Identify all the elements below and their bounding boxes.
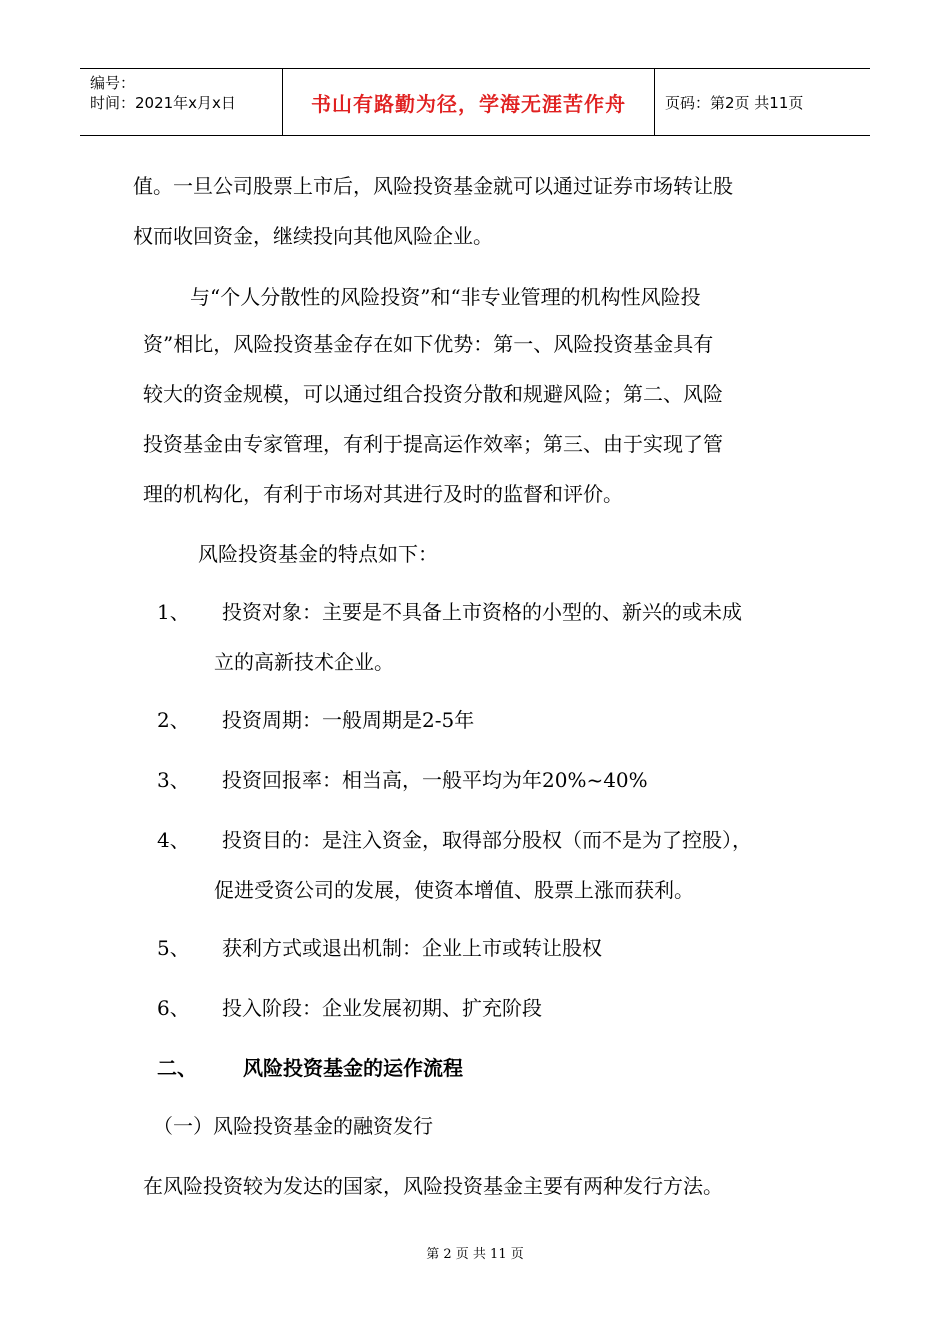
paragraph-1-line-2: 权而收回资金，继续投向其他风险企业。 xyxy=(133,224,493,248)
header-page-info: 页码：第2页 共11页 xyxy=(665,93,804,112)
document-number-label: 编号： xyxy=(90,74,136,92)
paragraph-2-line-3: 较大的资金规模，可以通过组合投资分散和规避风险；第二、风险 xyxy=(143,382,723,406)
paragraph-3-line-1: 在风险投资较为发达的国家，风险投资基金主要有两种发行方法。 xyxy=(143,1174,723,1198)
document-time-label: 时间：2021年x月x日 xyxy=(90,94,236,112)
list-item-5-number: 5、 xyxy=(157,936,190,960)
paragraph-2-line-1: 与“个人分散性的风险投资”和“非专业管理的机构性风险投 xyxy=(190,285,701,309)
subsection-heading: （一）风险投资基金的融资发行 xyxy=(153,1114,433,1138)
section-heading: 风险投资基金的运作流程 xyxy=(243,1056,463,1080)
paragraph-2-line-5: 理的机构化，有利于市场对其进行及时的监督和评价。 xyxy=(143,482,623,506)
list-item-6-line-1: 投入阶段：企业发展初期、扩充阶段 xyxy=(222,996,542,1020)
header-motto: 书山有路勤为径，学海无涯苦作舟 xyxy=(283,69,655,135)
list-item-6-number: 6、 xyxy=(157,996,190,1020)
list-item-1-number: 1、 xyxy=(157,600,190,624)
features-intro: 风险投资基金的特点如下： xyxy=(198,542,438,566)
list-item-2-number: 2、 xyxy=(157,708,190,732)
paragraph-1-line-1: 值。一旦公司股票上市后，风险投资基金就可以通过证券市场转让股 xyxy=(133,174,733,198)
list-item-1-line-2: 立的高新技术企业。 xyxy=(214,650,394,674)
list-item-5-line-1: 获利方式或退出机制：企业上市或转让股权 xyxy=(222,936,602,960)
page-footer: 第 2 页 共 11 页 xyxy=(426,1247,524,1262)
list-item-4-line-1: 投资目的：是注入资金，取得部分股权（而不是为了控股）， xyxy=(222,828,752,852)
document-header xyxy=(80,68,870,136)
list-item-4-number: 4、 xyxy=(157,828,190,852)
section-number: 二、 xyxy=(157,1056,197,1080)
list-item-3-number: 3、 xyxy=(157,768,190,792)
paragraph-2-line-4: 投资基金由专家管理，有利于提高运作效率；第三、由于实现了管 xyxy=(143,432,723,456)
list-item-4-line-2: 促进受资公司的发展，使资本增值、股票上涨而获利。 xyxy=(214,878,694,902)
list-item-3-line-1: 投资回报率：相当高，一般平均为年20%~40% xyxy=(222,768,648,792)
header-meta-cell xyxy=(80,69,283,135)
list-item-1-line-1: 投资对象：主要是不具备上市资格的小型的、新兴的或未成 xyxy=(222,600,742,624)
paragraph-2-line-2: 资”相比，风险投资基金存在如下优势：第一、风险投资基金具有 xyxy=(143,332,714,356)
list-item-2-line-1: 投资周期：一般周期是2-5年 xyxy=(222,708,475,732)
